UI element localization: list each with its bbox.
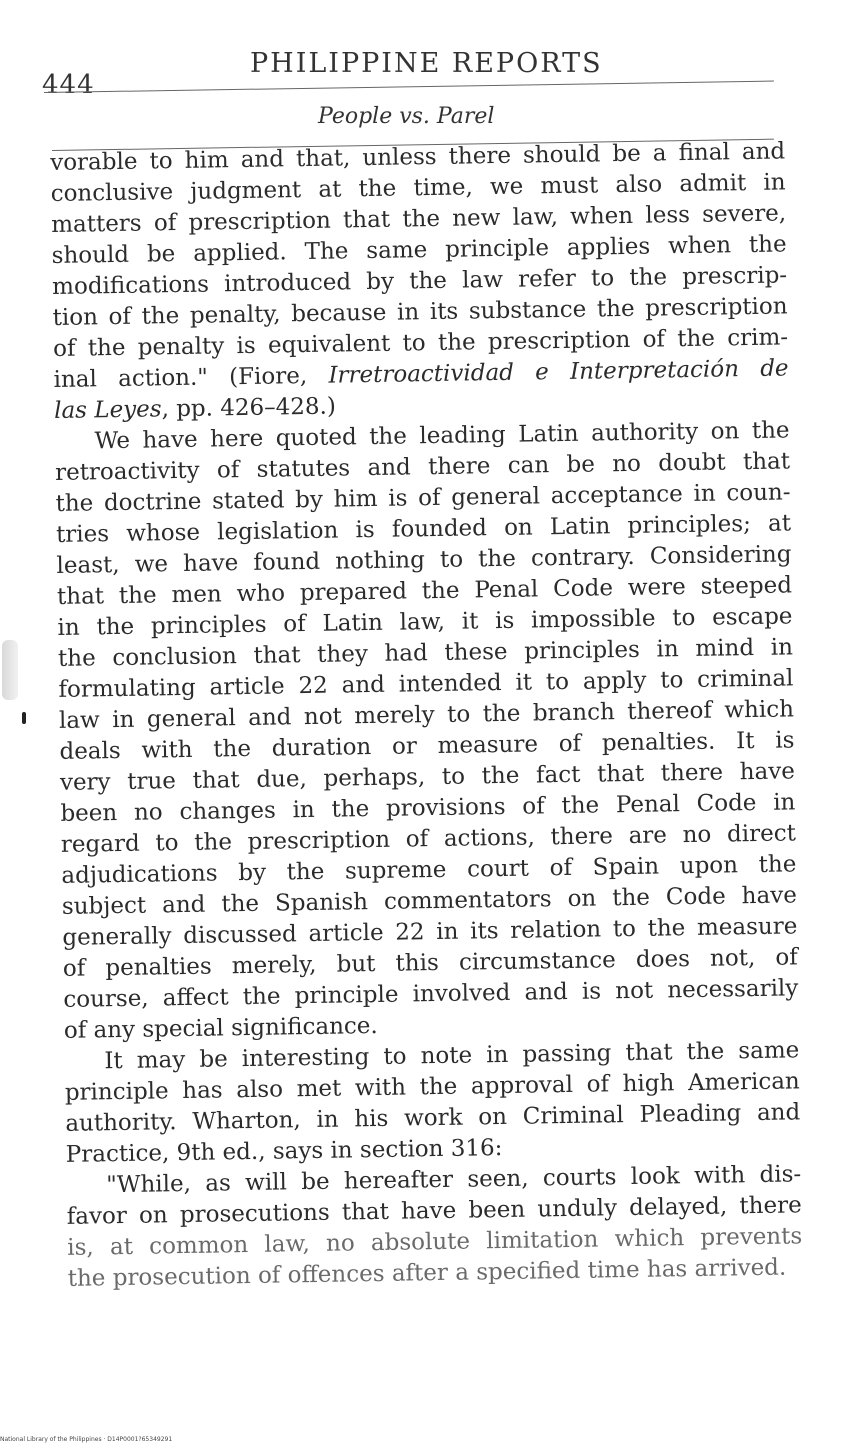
text-line: of penalties merely, but this circumstance does not, of: [62, 944, 799, 982]
text-line: retroactivity of statutes and there can be no doubt that: [54, 448, 791, 486]
text-line: been no changes in the provisions of the Penal Code in: [60, 789, 796, 827]
text-line: adjudications by the supreme court of Spain upon the: [61, 851, 797, 889]
text-line: conclusive judgment at the time, we must also admit in: [50, 169, 786, 207]
text-line: tion of the penalty, because in its substance the prescription: [52, 293, 788, 331]
running-head: PHILIPPINE REPORTS: [250, 48, 603, 79]
text-line: authority. Wharton, in his work on Criminal Pleading and: [65, 1099, 801, 1137]
text-line: the conclusion that they had these principles in mind in: [57, 634, 794, 672]
text-line: It may be interesting to note in passing that the same: [104, 1037, 800, 1075]
text-line: very true that due, perhaps, to the fact that there have: [59, 758, 796, 796]
page-number: 444: [42, 70, 95, 100]
scan-margin-shadow: [2, 640, 18, 700]
text-line: least, we have found nothing to the contrary. Considering: [56, 541, 792, 579]
citation-title: las Leyes: [53, 396, 162, 424]
text-line: favor on prosecutions that have been unduly delayed, there: [66, 1192, 802, 1230]
text-line: the doctrine stated by him is of general acceptance in coun-: [55, 479, 791, 517]
text-line: that the men who prepared the Penal Code were steeped: [56, 572, 793, 610]
body-text: [50, 136, 808, 1294]
text-line: is, at common law, no absolute limitation which prevents: [67, 1223, 803, 1261]
text-line: tries whose legislation is founded on Latin principles; at: [55, 510, 792, 548]
text-line: of any special significance.: [63, 1012, 378, 1044]
text-line: matters of prescription that the new law, when less severe,: [51, 200, 787, 238]
text-line: course, affect the principle involved and is not necessarily: [63, 975, 799, 1013]
text-line: regard to the prescription of actions, there are no direct: [60, 820, 797, 858]
text-line: in the principles of Latin law, it is impossible to escape: [57, 603, 793, 641]
text-segment: inal action." (Fiore,: [53, 362, 329, 393]
text-line: deals with the duration or measure of penalties. It is: [59, 727, 795, 765]
text-line: formulating article 22 and intended it to apply to criminal: [58, 665, 794, 703]
text-line: subject and the Spanish commentators on the Code have: [61, 882, 798, 920]
text-line: vorable to him and that, unless there should be a final and: [50, 138, 786, 176]
text-line: We have here quoted the leading Latin authority on the: [94, 417, 790, 455]
scan-footer: National Library of the Philippines · D14P0001?65349291: [0, 1436, 173, 1443]
text-line: of the penalty is equivalent to the prescription of the crim-: [52, 324, 789, 362]
text-line: law in general and not merely to the branch thereof which: [58, 696, 795, 734]
citation-title: Irretroactividad e Interpretación de: [328, 355, 789, 389]
text-line: Practice, 9th ed., says in section 316:: [65, 1135, 503, 1168]
text-line: modifications introduced by the law refer to the prescrip-: [51, 262, 788, 300]
text-line: "While, as will be hereafter seen, courts look with dis-: [106, 1161, 802, 1199]
case-title: People vs. Parel: [318, 104, 495, 129]
text-line: principle has also met with the approval of high American: [64, 1068, 800, 1106]
text-segment: , pp. 426–428.): [161, 393, 337, 423]
text-line: the prosecution of offences after a specified time has arrived.: [67, 1254, 787, 1292]
header-rule-top: [44, 81, 774, 93]
text-line: generally discussed article 22 in its relation to the measure: [62, 913, 798, 951]
text-line: should be applied. The same principle applies when the: [51, 231, 787, 269]
scan-margin-mark: [22, 712, 26, 724]
